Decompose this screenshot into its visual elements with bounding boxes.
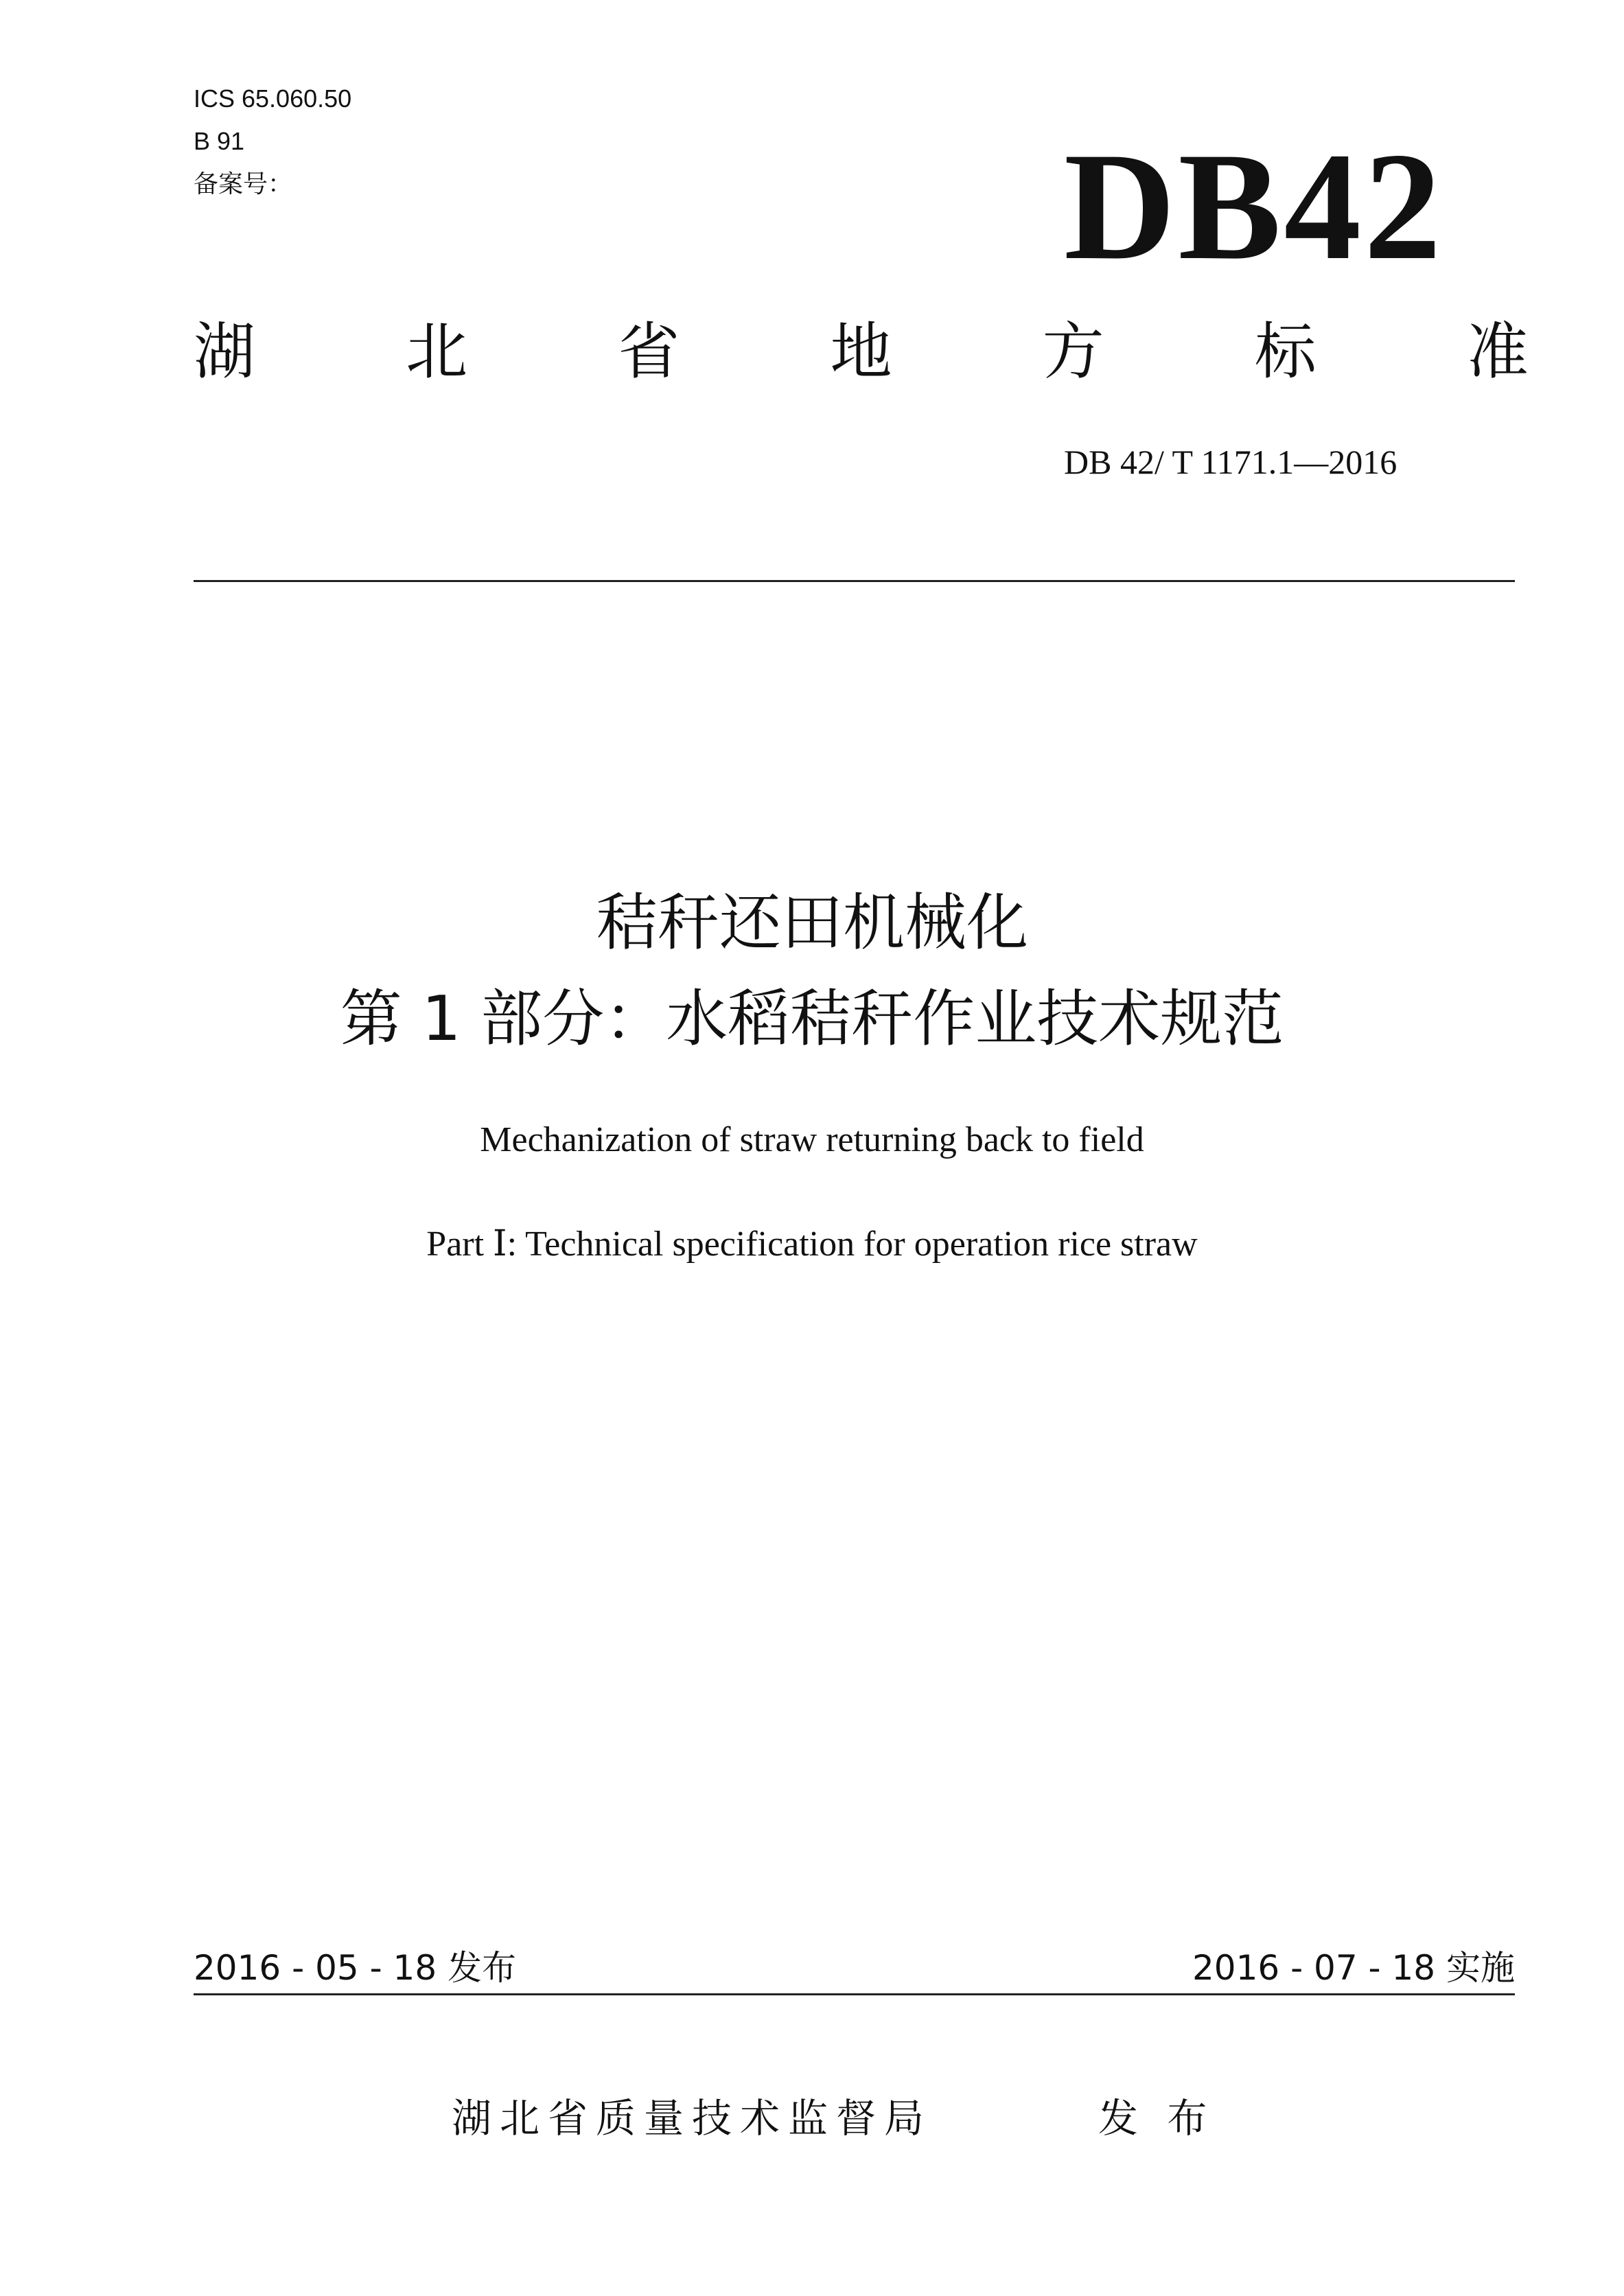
record-number-label: 备案号： [194,170,293,198]
title-zh-line2: 第 1 部分：水稻秸秆作业技术规范 [340,983,1284,1055]
standard-type-char: 北 [406,316,468,388]
footer-divider [194,1993,1515,1995]
standard-type-heading [194,316,1529,388]
db42-mark: DB42 [1064,120,1444,292]
ics-code: ICS 65.060.50 [194,84,352,113]
issue-action: 发 布 [1098,2095,1216,2142]
title-en-line1: Mechanization of straw returning back to field [480,1120,1144,1159]
standard-type-char: 方 [1042,316,1104,388]
issuing-authority: 湖北省质量技术监督局 [452,2095,933,2142]
document-number: DB 42/ T 1171.1—2016 [1064,443,1397,481]
standard-type-char: 标 [1254,316,1316,388]
title-zh-line1: 秸秆还田机械化 [596,887,1028,959]
implementation-date: 2016 - 07 - 18 实施 [1192,1948,1515,1988]
standard-type-char: 省 [618,316,680,388]
standard-type-char: 湖 [194,316,255,388]
standard-type-char: 准 [1466,316,1529,388]
ccs-code: B 91 [194,127,245,155]
title-en-line2: Part Ⅰ: Technical specification for operation rice straw [426,1225,1198,1264]
header-divider [194,580,1515,582]
standard-type-char: 地 [830,316,892,388]
issue-date: 2016 - 05 - 18 发布 [194,1948,517,1988]
